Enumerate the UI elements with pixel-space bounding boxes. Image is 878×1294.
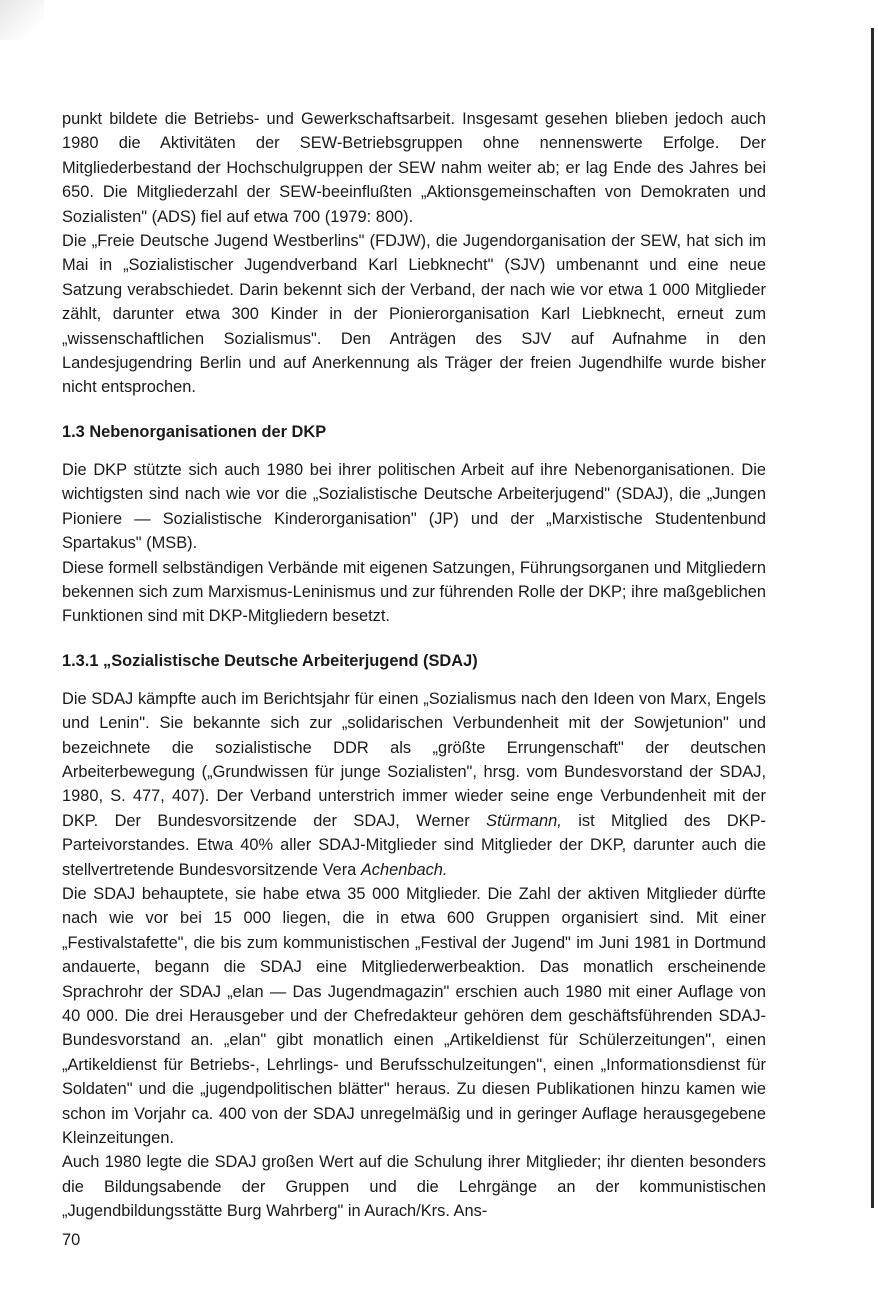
paragraph-dkp-organisations: Die DKP stützte sich auch 1980 bei ihrer politischen Arbeit auf ihre Nebenorganisationen. Die wichtigsten sind nach wie vor die „Sozialistische Deutsche Arbeiterjugend" (SDAJ), die „Jungen Pioniere — Sozialistische Kinderorganisation" (JP) und der „Marxistische Studentenbund Spartakus" (MSB). [62, 460, 766, 553]
person-name-achenbach: Achenbach. [360, 860, 448, 879]
text-run: Die SDAJ kämpfte auch im Berichtsjahr für einen „Sozialismus nach den Ideen von Marx, Engels und Lenin". Sie bekannte sich zur „solidarischen Verbundenheit mit der Sowjetunion" und bezeichnete die sozialistische DDR als „größte Errungenschaft" der deutschen Arbeiterbewegung („Grundwissen für junge Sozialisten", hrsg. vom Bundesvorstand der SDAJ, 1980, S. 477, 407). Der Verband unterstrich immer wieder seine enge Verbundenheit mit der DKP. Der Bundesvorsitzende der SDAJ, Werner [62, 689, 766, 830]
text-run: ist Mitglied des DKP-Parteivorstandes. Etwa 40% aller SDAJ-Mitglieder sind Mitglieder der DKP, darunter auch die stellvertretende Bundesvorsitzende Vera [62, 811, 766, 879]
paragraph-sdaj-training: Auch 1980 legte die SDAJ großen Wert auf die Schulung ihrer Mitglieder; ihr dienten besonders die Bildungsabende der Gruppen und die Lehrgänge an der kommunistischen „Jugendbildungsstätte Burg Wahrberg" in Aurach/Krs. Ans- [62, 1153, 766, 1221]
paragraph-sew-activities: punkt bildete die Betriebs- und Gewerkschaftsarbeit. Insgesamt gesehen blieben jedoch auch 1980 die Aktivitäten der SEW-Betriebsgruppen ohne nennenswerte Erfolge. Der Mitgliederbestand der Hochschulgruppen der SEW nahm weiter ab; er lag Ende des Jahres bei 650. Die Mitgliederzahl der SEW-beeinflußten „Aktionsgemeinschaften von Demokraten und Sozialisten" (ADS) fiel auf etwa 700 (1979: 800). [62, 110, 766, 226]
paragraph-fdjw: Die „Freie Deutsche Jugend Westberlins" (FDJW), die Jugendorganisation der SEW, hat sich im Mai in „Sozialistischer Jugendverband Karl Liebknecht" (SJV) umbenannt und eine neue Satzung verabschiedet. Darin bekennt sich der Verband, der nach wie vor etwa 1 000 Mitglieder zählt, darunter etwa 300 Kinder in der Pionierorganisation Karl Liebknecht, erneut zum „wissenschaftlichen Sozialismus". Den Anträgen des SJV auf Aufnahme in den Landesjugendring Berlin und auf Anerkennung als Träger der freien Jugendhilfe wurde bisher nicht entsprochen. [62, 232, 766, 397]
paragraph-sdaj-membership: Die SDAJ behauptete, sie habe etwa 35 000 Mitglieder. Die Zahl der aktiven Mitglieder dürfte nach wie vor bei 15 000 liegen, die in etwa 600 Gruppen organisiert sind. Mit einer „Festivalstafette", die bis zum kommunistischen „Festival der Jugend" im Juni 1981 in Dortmund andauerte, begann die SDAJ eine Mitgliederwerbeaktion. Das monatlich erscheinende Sprachrohr der SDAJ „elan — Das Jugendmagazin" erschien auch 1980 mit einer Auflage von 40 000. Die drei Herausgeber und der Chefredakteur gehören dem geschäftsführenden SDAJ-Bundesvorstand an. „elan" gibt monatlich einen „Artikeldienst für Schülerzeitungen", einen „Artikeldienst für Betriebs-, Lehrlings- und Berufsschulzeitungen", einen „Informationsdienst für Soldaten" und die „jugendpolitischen blätter" heraus. Zu diesen Publikationen hinzu kamen wie schon im Vorjahr ca. 400 von der SDAJ unregelmäßig und in geringer Auflage herausgegebene Kleinzeitungen. [62, 884, 766, 1148]
paragraph-organisations-structure: Diese formell selbständigen Verbände mit eigenen Satzungen, Führungsorganen und Mitgliedern bekennen sich zum Marxismus-Leninismus und zur führenden Rolle der DKP; ihre maßgeblichen Funktionen sind mit DKP-Mitgliedern besetzt. [62, 558, 766, 626]
section-heading-1-3-1: 1.3.1 „Sozialistische Deutsche Arbeiterjugend (SDAJ) [62, 651, 478, 670]
paragraph-sdaj-ideology [62, 687, 766, 882]
person-name-stuermann: Stürmann, [486, 811, 562, 830]
section-heading-1-3: 1.3 Nebenorganisationen der DKP [62, 422, 327, 441]
page-number: 70 [62, 1231, 81, 1249]
page-body [62, 107, 766, 1224]
page-edge-line [871, 28, 874, 1208]
page-corner-shadow [0, 0, 44, 40]
